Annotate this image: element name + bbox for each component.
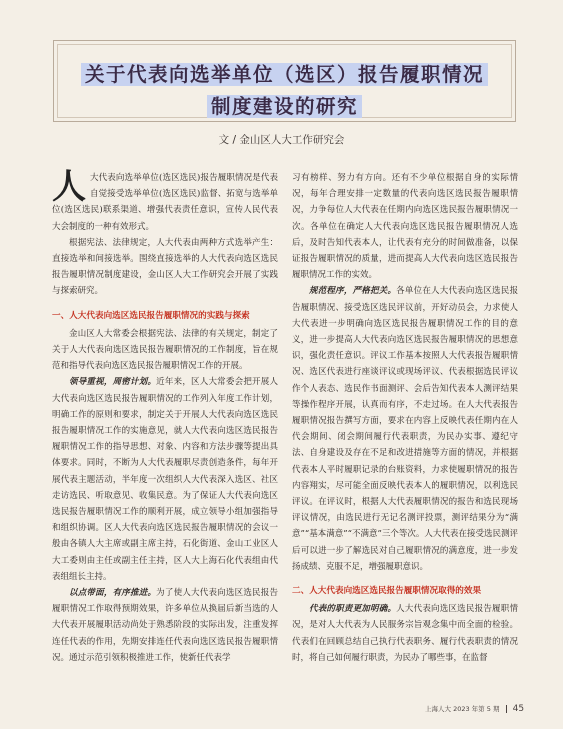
author-byline: 文 / 金山区人大工作研究会 — [218, 134, 345, 146]
page-footer — [425, 704, 553, 714]
issue-label: 2023 年第 5 期 — [453, 705, 500, 713]
magazine-name: 上海人大 — [425, 705, 451, 713]
paragraph-lead: 以点带面，有序推进。 — [69, 588, 157, 599]
left-column — [52, 167, 278, 666]
title-box — [53, 40, 516, 122]
intro-paragraph: 人大代表向选举单位(选区选民)报告履职情况是代表自觉接受选举单位(选区选民)监督、拓宽与选举单位(选区选民)联系渠道、增强代表责任意识，宣传人民代表大会制度的一种有效形式。 — [52, 167, 278, 232]
section-heading-1: 一、人大代表向选区选民报告履职情况的实践与探索 — [52, 310, 250, 321]
right-column — [292, 170, 518, 666]
paragraph: 领导重视，周密计划。近年来，区人大常委会把开展人大代表向选区选民报告履职情况的工作列入年度工作计划，明确工作的原则和要求，制定关于开展人大代表向选区选民报告履职情况工作的实施意见，就人大代表向选区选民报告履职情况工作的指导思想、对象、内容和方法步骤等提出具体要求。同时，不断为人大代表履职尽责创造条件，每年开展代表主题活动，半年度一次组织人大代表深入选区、社区走访选民、听取意见、收集民意。为了保证人大代表向选区选民报告履职情况工作的顺利开展，成立领导小组加强指导和组织协调。区人大代表向选区选民报告履职情况的会议一般由各镇人大主席或副主席主持，石化街道、金山工业区人大工委则由主任或副主任主持，区人大上海石化代表组由代表组组长主持。 — [52, 377, 278, 582]
title-line-1: 关于代表向选举单位（选区）报告履职情况 — [54, 59, 515, 87]
drop-cap: 人 — [52, 167, 86, 207]
paragraph-lead: 规范程序，严格把关。 — [309, 286, 397, 297]
section-heading-2: 二、人大代表向选区选民报告履职情况取得的效果 — [292, 586, 482, 597]
paragraph-lead: 代表的职责更加明确。 — [309, 604, 397, 615]
paragraph: 代表的职责更加明确。人大代表向选区选民报告履职情况，是对人大代表为人民服务宗旨观念集中而全面的检验。代表们在回顾总结自己执行代表职务、履行代表职责的情况时，将自己如何履行职责，为民办了哪些事，在监督 — [292, 604, 518, 663]
paragraph: 以点带面，有序推进。为了使人大代表向选区选民报告履职情况工作取得预期效果，许多单位从换届后新当选的人大代表开展履职活动尚处于熟悉阶段的实际出发，注重发挥连任代表的作用，先期安排连任代表向选区选民报告履职情况。通过示范引领积极推进工作，使新任代表学 — [52, 588, 278, 663]
paragraph: 习有榜样、努力有方向。还有不少单位根据自身的实际情况，每年合理安排一定数量的代表向选区选民报告履职情况，力争每位人大代表在任期内向选区选民报告履职情况一次。各单位在确定人大代表向选区选民报告履职情况人选后，及时告知代表本人，让代表有充分的时间做准备，以保证报告履职情况的质量，进而提高人大代表向选区选民报告履职情况工作的实效。 — [292, 173, 518, 281]
title-line-2: 制度建设的研究 — [54, 91, 515, 119]
paragraph: 根据宪法、法律规定，人大代表由两种方式选举产生：直接选举和间接选举。围绕直接选举的人大代表向选区选民报告履职情况制度建设，金山区人大工作研究会开展了实践与探索研究。 — [52, 237, 278, 297]
paragraph: 金山区人大常委会根据宪法、法律的有关规定，制定了关于人大代表向选区选民报告履职情况的工作制度，旨在规范和指导代表向选区选民报告履职情况工作的开展。 — [52, 328, 278, 372]
paragraph-lead: 领导重视，周密计划。 — [69, 377, 157, 388]
footer-divider — [506, 705, 507, 713]
page-number: 45 — [512, 704, 525, 714]
paragraph: 规范程序，严格把关。各单位在人大代表向选区选民报告履职情况、接受选区选民评议前，开好动员会，力求使人大代表进一步明确向选区选民报告履职情况工作的目的意义，进一步提高人大代表向选区选民报告履职情况的思想意识，强化责任意识。评议工作基本按照人大代表报告履职情况、选区代表进行座谈评议或现场评议、代表根据选民评议作个人表态、选民作书面测评、会后告知代表本人测评结果等操作程序开展，认真而有序，不走过场。在人大代表报告履职情况报告撰写方面，要求在内容上反映代表任期内在人代会期间、闭会期间履行代表职责，为民办实事、遵纪守法、自身建设及存在不足和改进措施等方面的情况，并根据代表本人平时履职记录的台账资料，力求使履职情况的报告内容翔实，尽可能全面反映代表本人的履职情况，以利选民评议。在评议时，根据人大代表履职情况的报告和选民现场评议情况，由选民进行无记名测评投票，测评结果分为“满意”“基本满意”“不满意”三个等次。人大代表在接受选民测评后可以进一步了解选民对自己履职情况的满意度，进一步发扬成绩、克服不足，增强履职意识。 — [292, 286, 518, 572]
